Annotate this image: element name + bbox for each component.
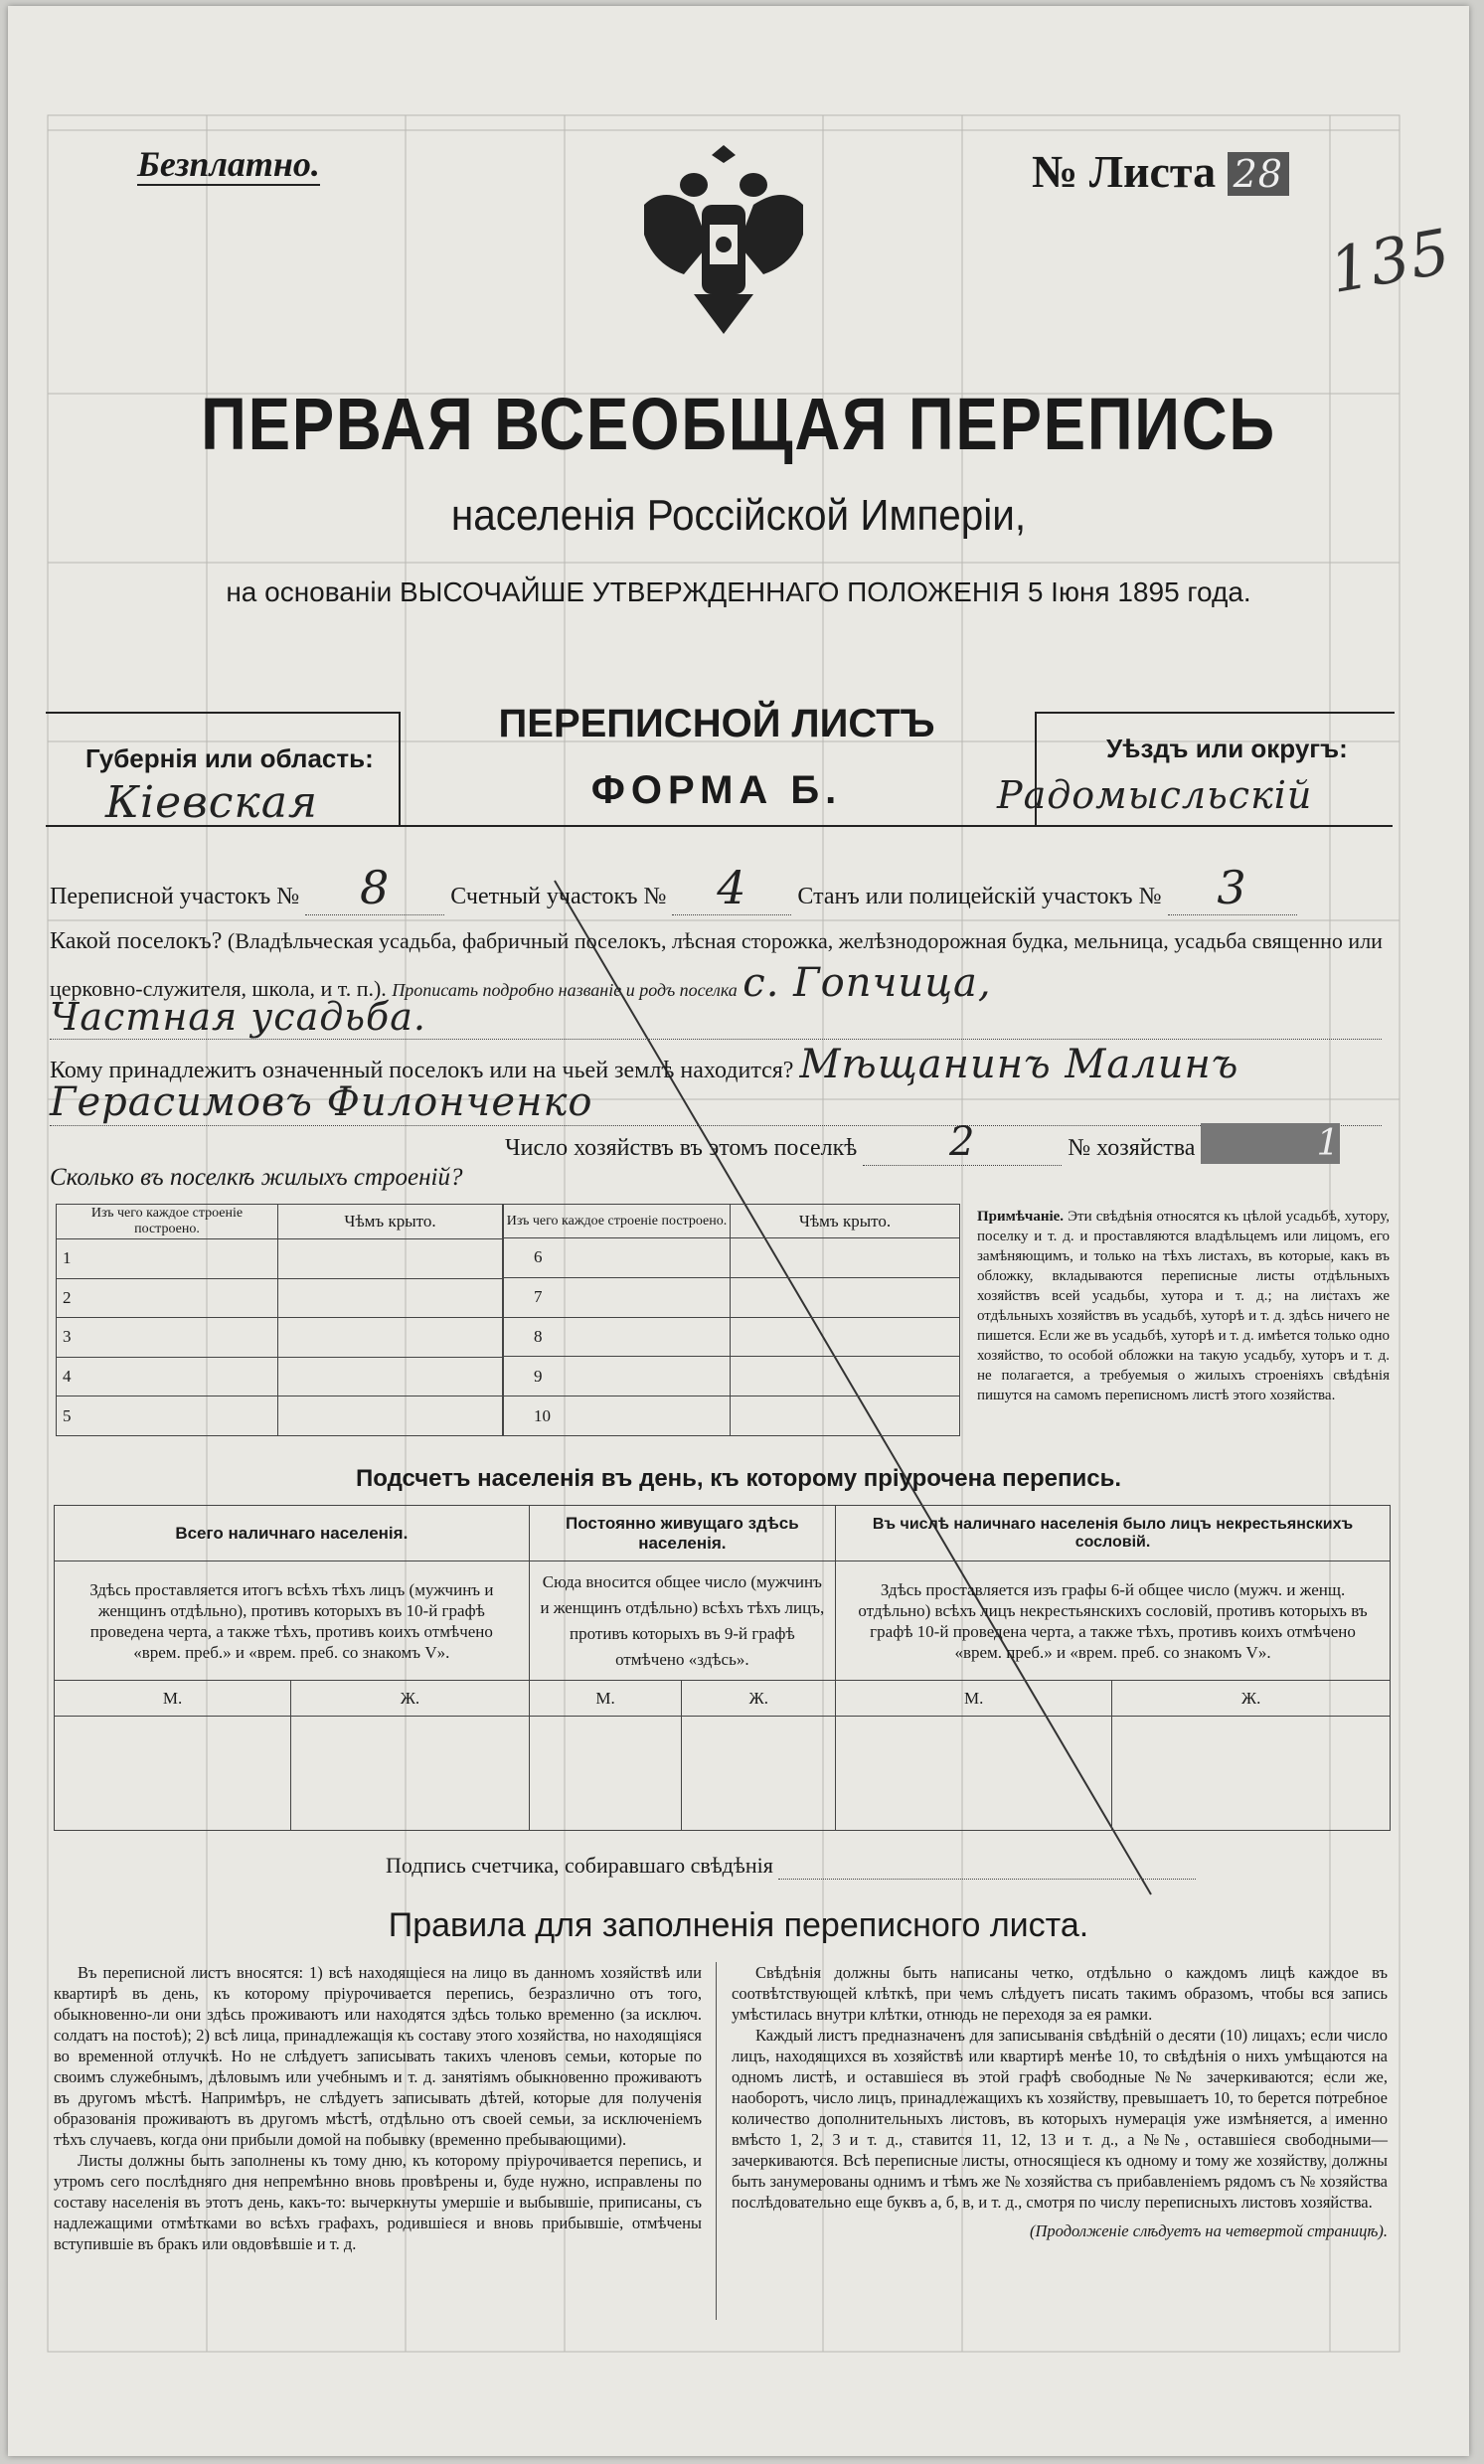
uezd-value: Радомысльскій	[997, 773, 1313, 817]
male-label: М.	[836, 1681, 1112, 1717]
form-title-block	[399, 702, 1035, 813]
basis-line: на основаніи ВЫСОЧАЙШЕ УТВЕРЖДЕННАГО ПОЛОЖЕНІЯ 5 Іюня 1895 года.	[226, 576, 1251, 607]
female-label: Ж.	[682, 1681, 836, 1717]
rules-left-column	[54, 1962, 702, 2254]
buildings-table-left	[56, 1204, 503, 1436]
note-block	[977, 1207, 1390, 1405]
owner-value-2: Герасимовъ Филонченко	[50, 1079, 1382, 1126]
census-area-value: 8	[305, 861, 444, 915]
sheet-number	[1032, 145, 1289, 198]
population-heading: Подсчетъ населенія въ день, къ которому пріурочена перепись.	[356, 1465, 1121, 1492]
population-col-permanent-text: Сюда вносится общее число (мужчинъ и женщинъ отдѣльно) всѣхъ тѣхъ лицъ, противъ которыхъ въ 9-й графѣ отмѣчено «здѣсь».	[529, 1561, 835, 1681]
population-col-permanent-title: Постоянно живущаго здѣсь населенія.	[529, 1506, 835, 1561]
rules-heading: Правила для заполненія переписного листа.	[388, 1906, 1089, 1944]
female-label: Ж.	[291, 1681, 529, 1717]
gubernia-label: Губернія или область:	[85, 743, 374, 773]
owner-value-1: Мѣщанинъ Малинъ	[799, 1042, 1239, 1087]
building-row-number: 2	[57, 1278, 278, 1318]
col-roof-header: Чѣмъ крыто.	[278, 1205, 503, 1239]
col-material-header: Изъ чего каждое строеніе построено.	[57, 1205, 278, 1239]
households-label: Число хозяйствъ въ этомъ поселкѣ	[505, 1135, 858, 1161]
free-label-box	[137, 143, 320, 185]
free-label: Безплатно.	[137, 144, 320, 184]
rules-right-p1: Свѣдѣнія должны быть написаны четко, отдѣльно о каждомъ лицѣ каждое въ соотвѣтствующей клѣткѣ, при чемъ слѣдуетъ писать такимъ образомъ, чтобы вся запись умѣстилась внутри клѣтки, отнюдь не переходя за ея рамки.	[732, 1963, 1388, 2024]
households-value: 2	[863, 1119, 1062, 1166]
settlement-instruction: Прописать подробно названіе и родъ поселка	[392, 980, 738, 1000]
census-area-label: Переписной участокъ №	[50, 884, 300, 909]
sheet-number-value: 28	[1228, 152, 1289, 196]
settlement-value-1: с. Гопчица,	[742, 960, 992, 1006]
population-table	[54, 1505, 1391, 1831]
count-area-value: 4	[672, 861, 791, 915]
sheet-number-label: № Листа	[1032, 146, 1217, 197]
building-row-number: 5	[57, 1396, 278, 1436]
rules-continued: (Продолженіе слѣдуетъ на четвертой страницѣ).	[1030, 2221, 1388, 2240]
main-title: ПЕРВАЯ ВСЕОБЩАЯ ПЕРЕПИСЬ	[201, 383, 1276, 465]
buildings-label: Сколько въ поселкѣ жилыхъ строеній?	[50, 1164, 463, 1191]
gubernia-box	[46, 712, 401, 827]
building-row-number: 9	[504, 1357, 731, 1396]
form-name: ФОРМА Б.	[590, 768, 843, 812]
female-count-cell[interactable]	[1112, 1717, 1391, 1831]
buildings-table-right	[503, 1204, 960, 1436]
rules-right-column	[732, 1962, 1388, 2241]
building-row-number: 7	[504, 1277, 731, 1317]
households-row	[505, 1119, 1390, 1166]
form-title: ПЕРЕПИСНОЙ ЛИСТЪ	[498, 702, 935, 745]
settlement-value-2: Частная усадьба.	[50, 995, 1382, 1040]
signature-label: Подпись счетчика, собиравшаго свѣдѣнія	[386, 1853, 773, 1878]
population-col-total-text: Здѣсь проставляется итогъ всѣхъ тѣхъ лицъ (мужчинъ и женщинъ отдѣльно), противъ которыхъ въ 10-й графѣ проведена черта, а также тѣхъ, противъ коихъ отмѣчено «врем. преб.» и «врем. преб. со знакомъ V».	[55, 1561, 530, 1681]
male-count-cell[interactable]	[529, 1717, 682, 1831]
building-row-number: 3	[57, 1318, 278, 1358]
form-divider	[46, 825, 1393, 827]
household-no-label: № хозяйства	[1068, 1135, 1196, 1161]
population-col-total-title: Всего наличнаго населенія.	[55, 1506, 530, 1561]
note-text: Эти свѣдѣнія относятся къ цѣлой усадьбѣ, хутору, поселку и т. д. и проставляются владѣльцемъ или лицомъ, его замѣняющимъ, и только на тѣхъ листахъ, въ которые, какъ въ обложку, вкладываются переписные листы отдѣльныхъ хозяйствъ всей усадьбы, хутора и т. д.; на листахъ же отдѣльныхъ хозяйствъ въ усадьбѣ, хуторѣ и т. д. здѣсь ничего не пишется. Если же въ усадьбѣ, хуторѣ и т. д. имѣется только одно хозяйство, то особой обложки на такую усадьбу, хуторъ и т. д. не полагается, а требуемыя о жилыхъ строеніяхъ свѣдѣнія пишутся на самомъ переписномъ листѣ этого хозяйства.	[977, 1209, 1390, 1403]
female-label: Ж.	[1112, 1681, 1391, 1717]
settlement-label: Какой поселокъ?	[50, 928, 223, 954]
uezd-box	[997, 712, 1395, 827]
male-count-cell[interactable]	[836, 1717, 1112, 1831]
corner-number: 135	[1324, 215, 1456, 307]
male-count-cell[interactable]	[55, 1717, 291, 1831]
population-col-nonpeasant-text: Здѣсь проставляется изъ графы 6-й общее число (мужч. и женщ. отдѣльно) всѣхъ лицъ некрестьянскихъ сословій, противъ которыхъ въ графѣ 10-й проведена черта, а также тѣхъ, противъ коихъ отмѣчено «врем. преб.» и «врем. преб. со знакомъ V».	[836, 1561, 1391, 1681]
count-area-label: Счетный участокъ №	[450, 884, 667, 909]
male-label: М.	[529, 1681, 682, 1717]
note-label: Примѣчаніе.	[977, 1209, 1065, 1225]
gubernia-value: Кіевская	[105, 777, 319, 828]
rules-left-p2: Листы должны быть заполнены къ тому дню, къ которому пріурочивается перепись, и утромъ сего послѣдняго дня непремѣнно вновь провѣрены и, буде нужно, исправлены по составу населенія въ этотъ день, какъ-то: вычеркнуты умершіе и выбывшіе, приписаны, съ надлежащими отмѣтками во всѣхъ графахъ, родившіеся и вновь прибывшіе, отмѣчены вступившіе въ бракъ или овдовѣвшіе и т. д.	[54, 2151, 702, 2253]
building-row-number: 1	[57, 1239, 278, 1279]
subtitle: населенія Россійской Имперіи,	[450, 491, 1027, 540]
household-no-value: 1	[1201, 1123, 1340, 1164]
building-row-number: 8	[504, 1317, 731, 1357]
stan-label: Станъ или полицейскій участокъ №	[797, 884, 1162, 909]
building-row-number: 6	[504, 1238, 731, 1278]
census-form-page	[8, 6, 1469, 2456]
col-material-header: Изъ чего каждое строеніе построено.	[504, 1205, 731, 1238]
rules-column-divider	[716, 1962, 717, 2320]
male-label: М.	[55, 1681, 291, 1717]
female-count-cell[interactable]	[682, 1717, 836, 1831]
double-headed-eagle-emblem	[624, 125, 823, 364]
signature-field[interactable]	[778, 1853, 1196, 1880]
rules-left-p1: Въ переписной листъ вносятся: 1) всѣ находящіеся на лицо въ данномъ хозяйствѣ или квартирѣ въ день, къ которому пріурочивается перепись, безразлично отъ того, обыкновенно-ли они здѣсь проживаютъ или находятся здѣсь только временно (за исключ. солдатъ на постоѣ); 2) всѣ лица, принадлежащія къ составу этого хозяйства, но находящіяся во временной отлучкѣ. Но не слѣдуетъ записывать такихъ членовъ семьи, которые по своимъ служебнымъ, дѣловымъ или учебнымъ и т. д. занятіямъ обыкновенно проживаютъ въ другомъ мѣстѣ. Напримѣръ, не слѣдуетъ записывать дѣтей, которые для полученія образованія проживаютъ въ другомъ мѣстѣ, отдѣльно отъ своей семьи, за исключеніемъ тѣхъ случаевъ, когда они прибыли домой на побывку (временно пребывающими).	[54, 1963, 702, 2149]
owner-label: Кому принадлежитъ означенный поселокъ или на чьей землѣ находится?	[50, 1058, 794, 1083]
uezd-label: Уѣздъ или округъ:	[1106, 734, 1348, 763]
rules-right-p2: Каждый листъ предназначенъ для записыванія свѣдѣній о десяти (10) лицахъ; если число лицъ, находящихся въ хозяйствѣ или квартирѣ менѣе 10, то свѣдѣнія о нихъ умѣщаются на одномъ листѣ, и оставшіеся въ этой графѣ свободные №№ зачеркиваются; если же, наоборотъ, число лицъ, принадлежащихъ къ хозяйству, превышаетъ 10, то берется потребное количество дополнительныхъ листовъ, въ которыхъ нумерація уже измѣняется, а именно вмѣсто 1, 2, 3 и т. д., ставится 11, 12, 13 и т. д., а №№, оставшіеся свободными—зачеркиваются. Всѣ переписные листы, относящіеся къ одному и тому же хозяйству, должны быть занумерованы однимъ и тѣмъ же № хозяйства съ прибавленіемъ рядомъ съ № хозяйства послѣдовательно еще буквъ а, б, в, и т. д., смотря по числу переписныхъ листовъ хозяйства.	[732, 2026, 1388, 2212]
building-row-number: 10	[504, 1396, 731, 1436]
col-roof-header: Чѣмъ крыто.	[731, 1205, 960, 1238]
building-row-number: 4	[57, 1357, 278, 1396]
settlement-hint: (Владѣльческая усадьба, фабричный поселокъ, лѣсная сторожка, желѣзнодорожная будка, мельница, усадьба священно или церковно-служителя, школа, и т. п.).	[50, 928, 1383, 1001]
population-col-nonpeasant-title: Въ числѣ наличнаго населенія было лицъ некрестьянскихъ сословій.	[836, 1506, 1391, 1561]
area-row	[50, 861, 1392, 915]
stan-value: 3	[1168, 861, 1297, 915]
female-count-cell[interactable]	[291, 1717, 529, 1831]
signature-row	[386, 1853, 1196, 1880]
